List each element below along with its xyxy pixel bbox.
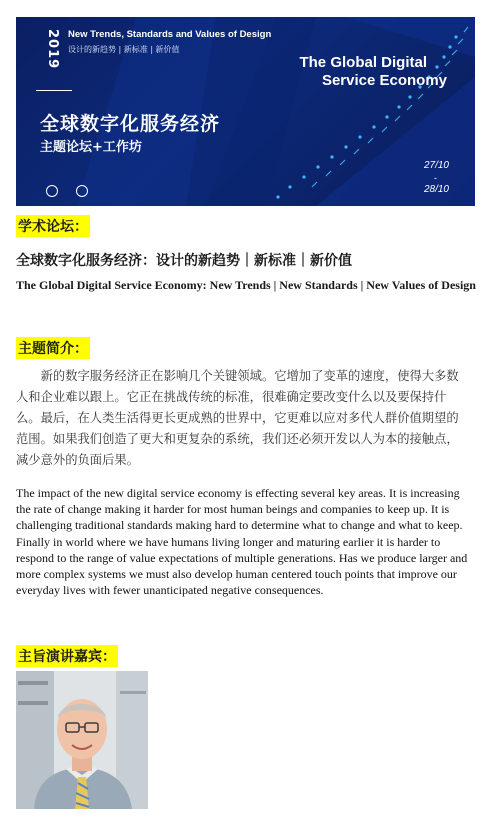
event-banner — [16, 17, 475, 206]
document-title-cn: 全球数字化服务经济：设计的新趋势｜新标准｜新价值 — [16, 253, 352, 269]
banner-title-en: New Trends, Standards and Values of Design — [68, 29, 272, 40]
intro-paragraph-cn: 新的数字服务经济正在影响几个关键领域。它增加了变革的速度，使得大多数人和企业难以跟上。它正在挑战传统的标准，很难确定要改变什么以及要保持什么。最后，在人类生活得更长更成熟的世界中，它更难以应对多代人群价值期望的范围。如果我们创造了更大和更复杂的系统，我们还必须开发以人为本的接触点，减少意外的负面后果。 — [16, 369, 459, 467]
document-title-en: The Global Digital Service Economy: New Trends | New Standards | New Values of Design — [16, 278, 476, 292]
banner-main-title: 全球数字化服务经济 — [40, 113, 221, 135]
speaker-photo — [16, 671, 148, 809]
speaker-heading: 主旨演讲嘉宾： — [16, 645, 118, 667]
banner-title-cn: 设计的新趋势 | 新标准 | 新价值 — [68, 45, 180, 54]
banner-date-start: 27/10 — [423, 160, 449, 171]
intro-heading: 主题简介： — [16, 337, 90, 359]
banner-subtitle: 主题论坛+工作坊 — [40, 140, 142, 155]
banner-date-end: 28/10 — [423, 184, 449, 195]
forum-heading: 学术论坛： — [16, 215, 90, 237]
banner-divider — [36, 90, 72, 91]
banner-date-separator: - — [434, 173, 437, 183]
university-logo-icon — [76, 185, 88, 197]
organizer-logo-icon — [46, 185, 58, 197]
banner-english-line2: Service Economy — [321, 72, 447, 89]
intro-paragraph-en: The impact of the new digital service economy is effecting several key areas. It is increasing the rate of change making it harder for most human beings and companies to keep up. It is challenging traditional standards making hard to determine what to change and what to keep. Finally in world where we have humans living longer and maturing earlier it is harder to respond to the range of value expectations of multiple generations. Has we produce larger and more complex systems we must also develop human centered touch points that improve our everyday lives with fewer unanticipated negative consequences. — [16, 486, 468, 598]
banner-year: 2019 — [45, 29, 60, 70]
banner-english-line1: The Global Digital — [299, 54, 427, 71]
